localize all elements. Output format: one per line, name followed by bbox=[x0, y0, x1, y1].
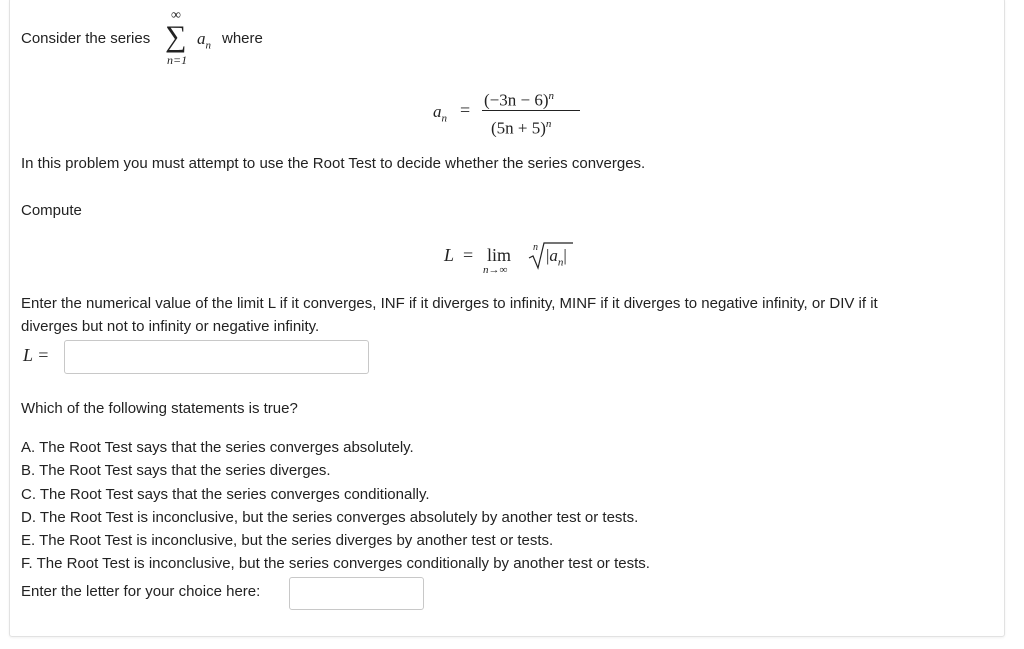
option-f: F. The Root Test is inconclusive, but the series converges conditionally by another test or tests. bbox=[21, 555, 650, 572]
an-lhs-sub: n bbox=[441, 112, 447, 125]
sum-upper-limit: ∞ bbox=[171, 8, 181, 23]
instruction-text: In this problem you must attempt to use the Root Test to decide whether the series converges. bbox=[21, 155, 646, 172]
choice-answer-input[interactable] bbox=[289, 577, 424, 610]
sum-lower-limit: n=1 bbox=[167, 53, 188, 67]
root-index: n bbox=[533, 242, 538, 253]
series-term-var: a bbox=[197, 29, 206, 48]
radicand-bar-right: | bbox=[563, 246, 567, 265]
an-denominator-base: (5n + 5) bbox=[491, 118, 546, 138]
option-e: E. The Root Test is inconclusive, but the series diverges by another test or tests. bbox=[21, 532, 554, 549]
lim-operator: lim bbox=[487, 245, 512, 265]
an-numerator-exp: n bbox=[548, 90, 554, 102]
compute-label: Compute bbox=[21, 202, 82, 219]
option-a: A. The Root Test says that the series converges absolutely. bbox=[21, 439, 414, 456]
an-lhs bbox=[433, 102, 447, 128]
an-lhs-var: a bbox=[433, 102, 442, 121]
radicand-sub: n bbox=[557, 256, 564, 269]
series-term-sub: n bbox=[205, 39, 211, 52]
an-numerator bbox=[484, 86, 554, 111]
radicand bbox=[546, 246, 567, 272]
an-denominator-exp: n bbox=[545, 118, 552, 130]
intro-suffix: where bbox=[222, 30, 263, 47]
limit-input-label: L = bbox=[23, 345, 50, 365]
limit-prompt-line2: diverges but not to infinity or negative infinity. bbox=[21, 318, 320, 335]
radicand-bar-left: | bbox=[546, 246, 550, 265]
limit-answer-input[interactable] bbox=[64, 340, 369, 374]
an-fraction-bar bbox=[482, 110, 580, 111]
an-denominator bbox=[491, 114, 551, 139]
lim-subscript: n→∞ bbox=[483, 264, 508, 276]
an-numerator-base: (−3n − 6) bbox=[484, 90, 549, 110]
option-c: C. The Root Test says that the series converges conditionally. bbox=[21, 486, 430, 503]
L-formula-equals: = bbox=[463, 245, 474, 265]
L-formula-lhs: L bbox=[444, 245, 455, 265]
intro-prefix: Consider the series bbox=[21, 30, 151, 47]
option-d: D. The Root Test is inconclusive, but the series converges absolutely by another test or tests. bbox=[21, 509, 639, 526]
limit-prompt-line1: Enter the numerical value of the limit L if it converges, INF if it diverges to infinity, MINF if it diverges to negative infinity, or DIV if it bbox=[21, 295, 878, 312]
an-equals: = bbox=[460, 100, 471, 120]
question-text: Which of the following statements is true? bbox=[21, 400, 298, 417]
choice-input-label: Enter the letter for your choice here: bbox=[21, 583, 261, 600]
option-b: B. The Root Test says that the series diverges. bbox=[21, 462, 331, 479]
radicand-var: a bbox=[549, 246, 558, 265]
series-term bbox=[197, 29, 211, 55]
sigma-symbol: ∑ bbox=[165, 20, 187, 53]
